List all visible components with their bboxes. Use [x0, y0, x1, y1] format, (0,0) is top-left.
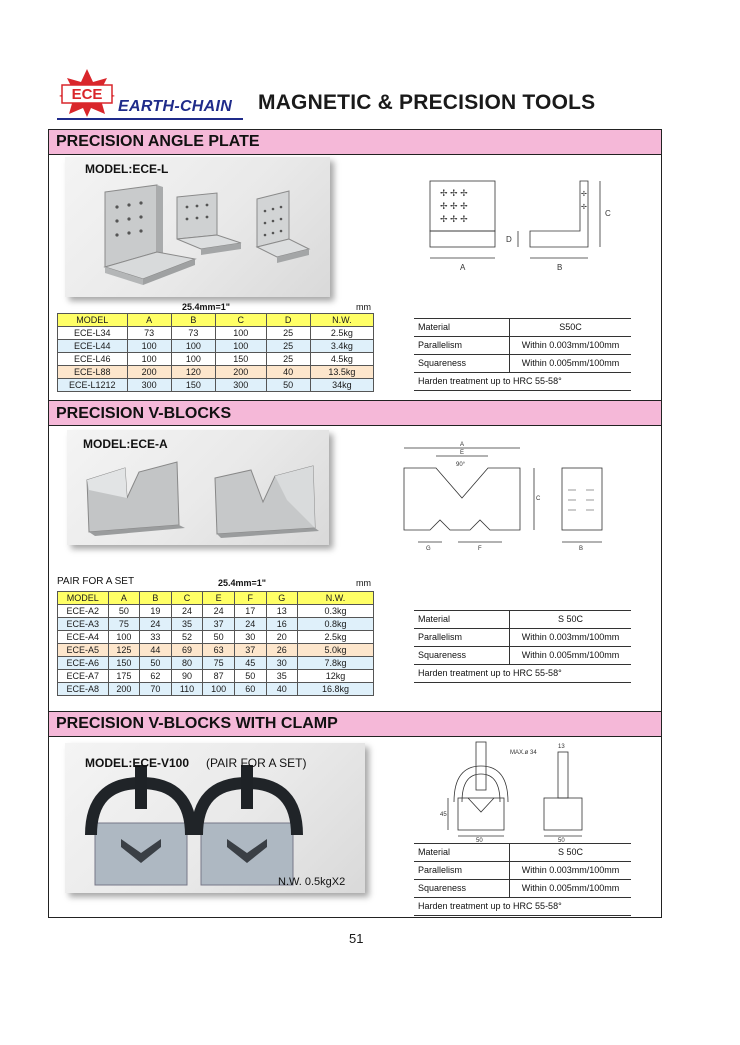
table-cell: 34kg — [310, 379, 373, 392]
material-label: Material — [418, 847, 451, 857]
table-cell: 63 — [203, 644, 235, 657]
table-cell: 120 — [171, 366, 215, 379]
column-header: N.W. — [298, 592, 374, 605]
table-cell: 30 — [234, 631, 266, 644]
brand-underline — [57, 118, 243, 120]
material-value: Within 0.005mm/100mm — [521, 883, 620, 893]
section-title-v-blocks-clamp: PRECISION V-BLOCKS WITH CLAMP — [56, 715, 338, 732]
material-value: S 50C — [557, 847, 583, 857]
table-cell: 100 — [171, 353, 215, 366]
table-cell: 24 — [203, 605, 235, 618]
column-header: F — [234, 592, 266, 605]
unit-mm-angle-plate: mm — [356, 302, 371, 312]
dim-top: 13 — [558, 744, 565, 750]
table-cell: 25 — [266, 340, 310, 353]
model-label-v-blocks-clamp: MODEL:ECE-V100 — [85, 756, 190, 770]
table-cell: 2.5kg — [310, 327, 373, 340]
table-cell: 300 — [127, 379, 171, 392]
table-row — [58, 366, 374, 379]
table-row — [58, 340, 374, 353]
material-label: Material — [418, 322, 451, 332]
table-cell: 24 — [140, 618, 172, 631]
table-cell: 40 — [266, 683, 298, 696]
harden-note: Harden treatment up to HRC 55-58° — [418, 668, 562, 678]
table-cell: 4.5kg — [310, 353, 373, 366]
table-cell: ECE-L88 — [58, 366, 128, 379]
angle-plate-spec-table — [57, 313, 374, 392]
table-cell: 75 — [203, 657, 235, 670]
table-cell: ECE-A5 — [58, 644, 109, 657]
table-cell: 150 — [171, 379, 215, 392]
table-cell: 100 — [171, 340, 215, 353]
harden-note: Harden treatment up to HRC 55-58° — [418, 376, 562, 386]
material-value: Within 0.003mm/100mm — [521, 340, 620, 350]
table-cell: 16.8kg — [298, 683, 374, 696]
table-cell: 13 — [266, 605, 298, 618]
table-cell: 0.3kg — [298, 605, 374, 618]
table-cell: 37 — [234, 644, 266, 657]
v-blocks-spec-table — [57, 591, 374, 696]
table-cell: 200 — [215, 366, 266, 379]
table-cell: 125 — [108, 644, 140, 657]
table-cell: 0.8kg — [298, 618, 374, 631]
section-divider — [48, 736, 662, 737]
dim-angle: 90° — [456, 462, 466, 468]
table-cell: 19 — [140, 605, 172, 618]
angle-plate-illustration — [65, 157, 330, 297]
table-cell: 73 — [127, 327, 171, 340]
earth-chain-logo — [57, 68, 117, 118]
svg-text:✢: ✢ — [581, 204, 587, 211]
table-row — [58, 683, 374, 696]
brand-name: EARTH-CHAIN — [118, 98, 233, 115]
material-label: Parallelism — [418, 632, 463, 642]
section-title-angle-plate: PRECISION ANGLE PLATE — [56, 133, 260, 150]
table-cell: ECE-A6 — [58, 657, 109, 670]
angle-plate-drawing — [420, 176, 630, 276]
dim-b: B — [557, 263, 563, 272]
table-cell: 33 — [140, 631, 172, 644]
table-row — [58, 657, 374, 670]
table-cell: 50 — [234, 670, 266, 683]
material-value: Within 0.003mm/100mm — [521, 865, 620, 875]
page-number: 51 — [349, 931, 364, 946]
material-label: Squareness — [418, 650, 467, 660]
v-blocks-clamp-material-table — [414, 843, 631, 917]
column-header: N.W. — [310, 314, 373, 327]
table-cell: ECE-L34 — [58, 327, 128, 340]
svg-text:✢: ✢ — [581, 191, 587, 198]
table-cell: 87 — [203, 670, 235, 683]
section-title-v-blocks: PRECISION V-BLOCKS — [56, 405, 232, 422]
table-row — [58, 327, 374, 340]
table-cell: 12kg — [298, 670, 374, 683]
dim-g: G — [426, 546, 431, 552]
v-blocks-material-table — [414, 610, 631, 684]
dim-c: C — [536, 496, 541, 502]
table-row — [58, 353, 374, 366]
model-label-angle-plate: MODEL:ECE-L — [85, 162, 169, 176]
table-cell: 44 — [140, 644, 172, 657]
column-header: A — [108, 592, 140, 605]
dim-e: E — [460, 450, 465, 456]
table-cell: 60 — [234, 683, 266, 696]
table-cell: ECE-L44 — [58, 340, 128, 353]
material-label: Squareness — [418, 883, 467, 893]
table-rule — [414, 390, 631, 391]
material-label: Parallelism — [418, 865, 463, 875]
material-label: Material — [418, 614, 451, 624]
section-divider — [48, 154, 662, 155]
column-header: E — [203, 592, 235, 605]
model-label-v-blocks: MODEL:ECE-A — [83, 437, 168, 451]
dim-w2: 50 — [558, 838, 565, 842]
table-cell: 100 — [215, 340, 266, 353]
table-cell: 45 — [234, 657, 266, 670]
table-cell: 52 — [171, 631, 203, 644]
table-row — [58, 631, 374, 644]
column-header: A — [127, 314, 171, 327]
table-rule — [414, 915, 631, 916]
svg-text:✢ ✢ ✢: ✢ ✢ ✢ — [440, 214, 468, 224]
table-cell: 73 — [171, 327, 215, 340]
angle-plate-material-table — [414, 318, 631, 390]
table-cell: ECE-A2 — [58, 605, 109, 618]
table-cell: ECE-A4 — [58, 631, 109, 644]
table-cell: 35 — [171, 618, 203, 631]
table-cell: 2.5kg — [298, 631, 374, 644]
table-row — [58, 605, 374, 618]
table-cell: 24 — [171, 605, 203, 618]
table-cell: 35 — [266, 670, 298, 683]
table-cell: 100 — [215, 327, 266, 340]
table-cell: 20 — [266, 631, 298, 644]
logo-text: ECE — [71, 86, 103, 103]
table-cell: 30 — [266, 657, 298, 670]
table-cell: 26 — [266, 644, 298, 657]
table-row — [58, 618, 374, 631]
table-cell: ECE-A7 — [58, 670, 109, 683]
column-header: C — [171, 592, 203, 605]
table-cell: 110 — [171, 683, 203, 696]
column-header: C — [215, 314, 266, 327]
column-header: B — [140, 592, 172, 605]
table-cell: ECE-L46 — [58, 353, 128, 366]
column-header: G — [266, 592, 298, 605]
angle-plate-photo — [65, 157, 330, 297]
table-cell: 37 — [203, 618, 235, 631]
table-cell: 13.5kg — [310, 366, 373, 379]
material-value: Within 0.005mm/100mm — [521, 358, 620, 368]
svg-text:✢ ✢ ✢: ✢ ✢ ✢ — [440, 201, 468, 211]
table-cell: 300 — [215, 379, 266, 392]
dim-c: C — [605, 209, 611, 218]
table-cell: 100 — [127, 353, 171, 366]
pair-note-v-blocks-clamp: (PAIR FOR A SET) — [206, 756, 307, 770]
table-cell: 16 — [266, 618, 298, 631]
table-cell: 70 — [140, 683, 172, 696]
table-cell: 3.4kg — [310, 340, 373, 353]
dim-a: A — [460, 442, 465, 448]
unit-note-v-blocks: 25.4mm=1" — [218, 578, 267, 588]
table-row — [58, 670, 374, 683]
column-header: D — [266, 314, 310, 327]
column-header: B — [171, 314, 215, 327]
table-cell: 100 — [127, 340, 171, 353]
dim-a: A — [460, 263, 466, 272]
table-cell: 50 — [203, 631, 235, 644]
table-cell: 25 — [266, 327, 310, 340]
table-cell: 80 — [171, 657, 203, 670]
table-cell: ECE-A3 — [58, 618, 109, 631]
dim-f: F — [478, 546, 482, 552]
v-block-drawing — [396, 440, 616, 552]
column-header: MODEL — [58, 314, 128, 327]
dim-w1: 50 — [476, 838, 483, 842]
dim-max: MAX.ø 34 — [510, 750, 537, 756]
page-title: MAGNETIC & PRECISION TOOLS — [258, 91, 596, 114]
table-cell: 17 — [234, 605, 266, 618]
material-value: Within 0.005mm/100mm — [521, 650, 620, 660]
svg-text:✢ ✢ ✢: ✢ ✢ ✢ — [440, 188, 468, 198]
material-value: S50C — [559, 322, 582, 332]
section-divider — [48, 425, 662, 426]
harden-note: Harden treatment up to HRC 55-58° — [418, 901, 562, 911]
table-cell: 25 — [266, 353, 310, 366]
table-cell: 90 — [171, 670, 203, 683]
table-cell: 150 — [215, 353, 266, 366]
table-rule — [414, 682, 631, 683]
material-value: Within 0.003mm/100mm — [521, 632, 620, 642]
unit-note-angle-plate: 25.4mm=1" — [182, 302, 231, 312]
table-cell: 150 — [108, 657, 140, 670]
unit-mm-v-blocks: mm — [356, 578, 371, 588]
material-value: S 50C — [557, 614, 583, 624]
pair-note-v-blocks: PAIR FOR A SET — [57, 576, 135, 587]
material-label: Parallelism — [418, 340, 463, 350]
table-cell: 7.8kg — [298, 657, 374, 670]
table-cell: 62 — [140, 670, 172, 683]
weight-note-v-blocks-clamp: N.W. 0.5kgX2 — [278, 876, 346, 888]
dim-b: B — [579, 546, 584, 552]
table-cell: 40 — [266, 366, 310, 379]
column-header: MODEL — [58, 592, 109, 605]
table-cell: 69 — [171, 644, 203, 657]
table-cell: ECE-L1212 — [58, 379, 128, 392]
table-cell: 24 — [234, 618, 266, 631]
table-cell: 100 — [203, 683, 235, 696]
table-cell: 50 — [108, 605, 140, 618]
table-cell: 100 — [108, 631, 140, 644]
table-cell: 75 — [108, 618, 140, 631]
dim-height: 45 — [440, 812, 447, 818]
table-cell: 200 — [127, 366, 171, 379]
table-cell: ECE-A8 — [58, 683, 109, 696]
dim-d: D — [506, 235, 512, 244]
v-block-clamp-drawing — [440, 738, 600, 842]
table-row — [58, 379, 374, 392]
table-cell: 50 — [266, 379, 310, 392]
table-cell: 200 — [108, 683, 140, 696]
table-cell: 50 — [140, 657, 172, 670]
table-cell: 175 — [108, 670, 140, 683]
material-label: Squareness — [418, 358, 467, 368]
table-cell: 5.0kg — [298, 644, 374, 657]
table-row — [58, 644, 374, 657]
